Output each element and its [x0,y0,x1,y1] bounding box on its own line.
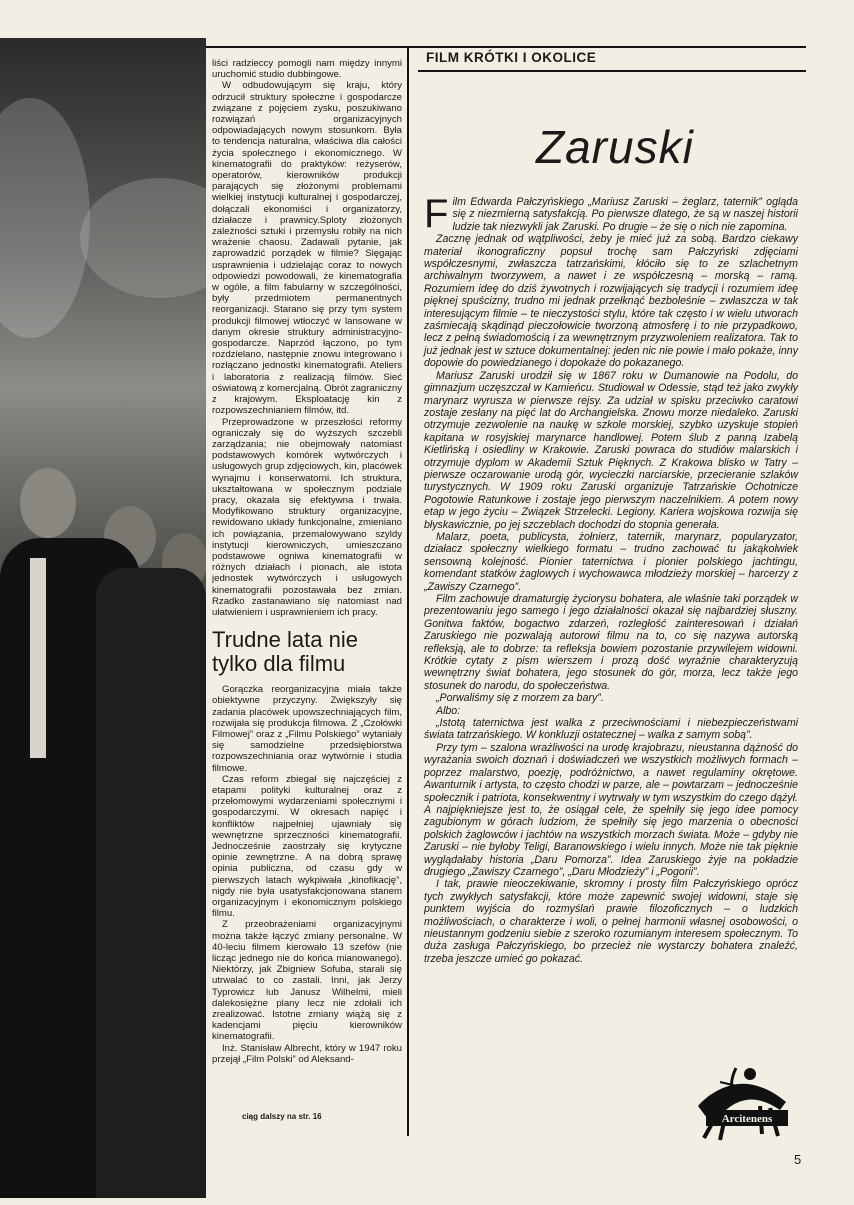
lead-text: ilm Edwarda Pałczyńskiego „Mariusz Zaruski – żeglarz, taternik” ogląda się z niezmierną satysfakcją. Po pierwsze dlatego, że są w naszej historii ludzie tak niezwykli jak Zaruski. Po drugie – że się o nich nie zapomina. [452,196,798,233]
section-rule [418,70,806,72]
paragraph: Z przeobrażeniami organizacyjnymi można także łączyć zmiany personalne. W 40-leciu filmem kierowało 13 szefów (nie licząc jednego nie do końca mianowanego). Niektórzy, jak Zbigniew Sofuba, starali się utrwalać to co zastali. Inni, jak Jerzy Typrowicz lub Janusz Wilhelmi, mieli dalekosiężne plany lecz nie zdołali ich zrealizować. Istotne zmiany wiążą się z kadencjami pięciu kierowników kinematografii. [212,919,402,1043]
paragraph: „Istotą taternictwa jest walka z przeciwnościami i niebezpieczeństwami świata tatrzańskiego. W konkluzji ostatecznej – walka z samym sobą”. [424,717,798,742]
paragraph: Albo: [436,704,461,717]
paragraph: Inż. Stanisław Albrecht, który w 1947 roku przejął „Film Polski” od Aleksand- [212,1042,402,1065]
article-title: Zaruski [536,121,694,173]
top-rule [206,46,806,48]
paragraph: W odbudowującym się kraju, który odrzucił struktury społeczne i gospodarcze związane z pojęciem zysku, poszukiwano rozwiązań organizacyjnych odpowiadających nowym stosunkom. Była to tendencja naturalna, właściwa dla całości życia społecznego i ekonomicznego. W kinematografii do praktyków: reżyserów, operatorów, kierowników produkcji parających się złożonymi problemami wielkiej instytucji kulturalnej i gospodarczej, dołączali ekonomiści i organizatorzy, działacze i prawnicy.Sploty złożonych zależności sztuki i przemysłu robiły na nich wrażenie chaosu. Zadawali pytanie, jak zaprowadzić porządek w filmie? Sięgając usprawnienia i udzielając coraz to nowych odpowiedzi powodowali, że kinematografia w ogóle, a film fabularny w szczególności, były przedmiotem permanentnych reorganizacji. Starano się przy tym system produkcji filmowej wtłoczyć w lansowane w danym okresie struktury administracyjno-gospodarcze. Naprzód łączono, po tym rozdzielano, następnie znowu integrowano i rozłączano jednostki kinematografii. Ateliers i laboratoria z realizacją filmów. Sieć oświatową z komercjalną. Obrót zagraniczny z krajowym. Eksploatację kin z rozpowszechnianiem filmów, itd. [212,80,402,417]
paragraph: liści radzieccy pomogli nam między innymi uruchomić studio dubbingowe. [212,58,402,81]
paragraph: Mariusz Zaruski urodził się w 1867 roku w Dumanowie na Podolu, do gimnazjum uczęszczał w Kamieńcu. Studiował w Odessie, stąd też jako zwykły marynarz wyrusza w pierwsze rejsy. Za udział w spisku przeciwko caratowi zostaje zesłany na pięć lat do Archangielska. Znowu morze niedaleko. Zaruski otrzymuje zezwolenie na naukę w szkole morskiej, szybko uzyskuje stopień kapitana w rosyjskiej marynarce handlowej. Potem ślub z panną Izabelą Kietlińską i osiedliny w Krakowie. Zaruski powraca do studiów malarskich i otrzymuje dyplom w Akademii Sztuk Pięknych. Z Krakowa blisko w Tatry – pierwsze oczarowanie urodą gór, wycieczki narciarskie, przecieranie szlaków turystycznych. W 1909 roku Zaruski organizuje Tatrzańskie Ochotnicze Pogotowie Ratunkowe i zostaje jego pierwszym naczelnikiem. A potem nowy etap w jego życiu – Związek Strzelecki. Legiony. Kariera wojskowa rozwija się błyskawicznie, po jej szczeblach dochodzi do stopnia generała. [424,369,798,531]
paragraph: Malarz, poeta, publicysta, żołnierz, taternik, marynarz, popularyzator, działacz społeczny wielkiego formatu – trudno zachować tu jakąkolwiek sensowną kolejność. Pionier taternictwa i pionier polskiego jachtingu, komendant statków żaglowych i wychowawca młodzieży morskiej – harcerzy z „Zawiszy Czarnego”. [424,530,798,593]
column-rule [407,46,409,1136]
drop-cap: F [424,192,449,236]
section-label: FILM KRÓTKI I OKOLICE [426,50,597,65]
archival-photograph [0,38,206,1198]
paragraph: Przy tym – szalona wrażliwości na urodę krajobrazu, nieustanna dążność do wyrażania swoich doznań i doświadczeń we wszystkich możliwych formach – poprzez malarstwo, poezję, podróżnictwo, a nawet regulaminy okrętowe. Awanturnik i artysta, to często chodzi w parze, ale – powtarzam – jednocześnie społecznik i patriota, konsekwentny i wytrwały w tym wszystkim do czego dążył. A najpiękniejsze jest to, że osiągał cele, że spełniły się jego idee pomocy zagubionym w górach ludziom, że spełniły się jego marzenia o obecności polskich żaglowców i jachtów na wszystkich morzach świata. Może – gdyby nie Zaruski – nie byłoby Teligi, Baranowskiego i wielu innych. Może nie tak pięknie wyglądałaby historia „Daru Pomorza”. Idea Zaruskiego żyje na pokładzie drugiego „Zawiszy Czarnego”, „Daru Młodzieży” i „Pogorii”. [424,741,798,878]
paragraph: I tak, prawie nieoczekiwanie, skromny i prosty film Pałczyńskiego oprócz tych zwykłych satysfakcji, które może zapewnić swojej widowni, staje się punktem wyjścia do rozmyślań prawie filozoficznych – o ludzkich możliwościach, o charakterze i woli, o pełnej harmonii własnej osobowości, o nieustannym godzeniu siebie z szeroko rozumianym interesem społecznym. To duża zasługa Pałczyńskiego, bo przecież nie wystarczy bohatera znaleźć, trzeba jeszcze umieć go pokazać. [424,878,798,965]
article-body [424,192,798,965]
paragraph: Film zachowuje dramaturgię życiorysu bohatera, ale właśnie taki porządek w prezentowaniu jego samego i jego działalności okazał się najbardziej słuszny. Gonitwa faktów, bogactwo zdarzeń, rozległość zainteresowań i działań Zaruskiego nie pozwalają autorowi filmu na to, co się nazywa autorską refleksją, ale to dobrze: ta refleksja bowiem pozostanie przywilejem widowni. Krótkie cytaty z pism wierszem i prozą dość wyraźnie charakteryzują wewnętrzny świat bohatera, jego stosunek do gór, morza, lecz także jego stosunek do narodu, do społeczeństwa. [424,593,798,692]
paragraph: Przeprowadzone w przeszłości reformy ograniczały się do wyższych szczebli zarządzania; nie obejmowały natomiast podstawowych komórek wytwórczych i usługowych grup zdjęciowych, kin, placówek wynajmu i konserwatorni. Ich struktura, ukształtowana w społecznym podziale pracy, okazała się efektywna i trwała. Modyfikowano struktury organizacyjne, rewidowano układy funkcjonalne, zmieniano ich powiązania, przemalowywano szyldy instytucji kierowniczych, umieszczano podstawowe ogniwa kinematografii w różnych działach i pionach, ale istota jednostek wytwórczych i usługowych kinematografii pozostawała bez zmian. Rzadko zastanawiano się natomiast nad ułatwieniem i usprawnieniem ich pracy. [212,416,402,618]
paragraph: Zacznę jednak od wątpliwości, żeby je mieć już za sobą. Bardzo ciekawy materiał ikonograficzny popsuł trochę sam Pałczyński zdjęciami współczesnymi, zwłaszcza tatrzańskimi, kłóciło się to ze szlachetnym archiwalnym tworzywem, a nawet i ze współczesną – morską – ramą. Rozumiem ideę do dziś żywotnych i rozwijających się tradycji i rozumiem ideę pięknej spuścizny, trudno mi jednak przełknąć bezboleśnie – zwłaszcza w tak interesującym filmie – te nieczystości stylu, które tak często i w wielu utworach zaśmiecają skądinąd pieczołowicie tworzoną atmosferę i to nie przypadkowo, lecz z pełną świadomością i za wewnętrznym przyzwoleniem realizatora. Tak to już jednak jest w sztuce dokumentalnej: jeden nic nie powie i mało pokaże, inny dopowie do powiedzianego i dopokaże do pokazanego. [424,233,798,370]
logo-text: Arcitenens [721,1113,773,1125]
continuation-note: ciąg dalszy na str. 16 [242,1112,322,1121]
arcitenens-logo [690,1062,802,1142]
lead-paragraph [424,192,798,236]
page-number: 5 [794,1152,802,1167]
paragraph: Gorączka reorganizacyjna miała także obiektywne przyczyny. Zwiększyły się zadania placówek upowszechniających film, rozwijała się produkcja filmowa. Z „Czołówki Filmowej” oraz z „Filmu Polskiego” wytaniały się samodzielne przedsiębiorstwa rozpowszechniania oraz wytwórnie i studia filmowe. [212,684,402,774]
left-text-column [212,58,402,1098]
subheading: Trudne lata nie tylko dla filmu [212,627,358,677]
paragraph: Czas reform zbiegał się najczęściej z etapami polityki kulturalnej oraz z przełomowymi wydarzeniami społecznymi i gospodarczymi. W okresach napięć i konfliktów najpełniej ujawniały się wewnętrzne sprzeczności kinematografii. Jednocześnie zaostrzały się krytyczne opinie zewnętrzne. A na dobrą sprawę opinia publiczna, od czasu gdy w pierwszych latach wykpiwała „kinofikację”, nigdy nie była usatysfakcjonowana stanem organizacyjnym i ekonomicznym polskiego filmu. [212,773,402,920]
paragraph: „Porwaliśmy się z morzem za bary”. [436,692,604,705]
